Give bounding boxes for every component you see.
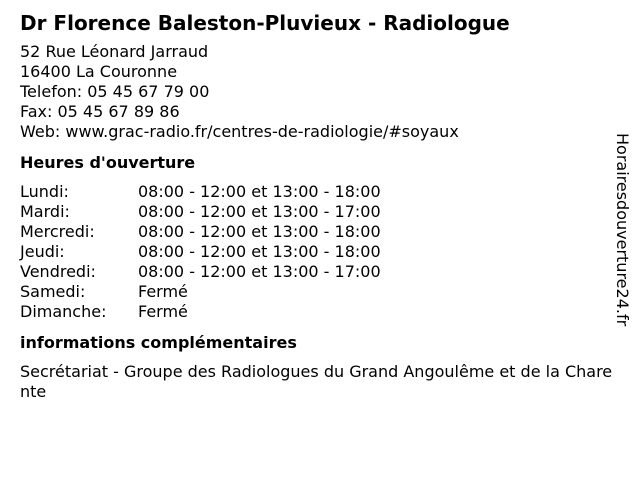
hours-day: Samedi: xyxy=(20,282,86,301)
hours-row-sunday xyxy=(20,302,610,322)
info-heading: informations complémentaires xyxy=(20,333,297,352)
address-block xyxy=(20,42,610,142)
hours-heading: Heures d'ouverture xyxy=(20,153,196,172)
hours-time: 08:00 - 12:00 et 13:00 - 18:00 xyxy=(138,182,381,201)
hours-time: 08:00 - 12:00 et 13:00 - 18:00 xyxy=(138,222,381,241)
hours-row-tuesday xyxy=(20,202,610,222)
hours-row-friday xyxy=(20,262,610,282)
info-text: Secrétariat - Groupe des Radiologues du Grand Angoulême et de la Charente xyxy=(20,362,613,401)
hours-time: Fermé xyxy=(138,282,188,301)
hours-row-saturday xyxy=(20,282,610,302)
hours-day: Mardi: xyxy=(20,202,70,221)
page-title: Dr Florence Baleston-Pluvieux - Radiologue xyxy=(20,11,510,35)
phone-number: Telefon: 05 45 67 79 00 xyxy=(20,82,210,101)
hours-row-monday xyxy=(20,182,610,202)
hours-row-thursday xyxy=(20,242,610,262)
website: Web: www.grac-radio.fr/centres-de-radiologie/#soyaux xyxy=(20,122,459,141)
hours-day: Lundi: xyxy=(20,182,69,201)
hours-time: 08:00 - 12:00 et 13:00 - 17:00 xyxy=(138,202,381,221)
hours-day: Jeudi: xyxy=(20,242,65,261)
hours-row-wednesday xyxy=(20,222,610,242)
hours-day: Mercredi: xyxy=(20,222,95,241)
fax-number: Fax: 05 45 67 89 86 xyxy=(20,102,180,121)
address-street: 52 Rue Léonard Jarraud xyxy=(20,42,209,61)
hours-time: Fermé xyxy=(138,302,188,321)
hours-time: 08:00 - 12:00 et 13:00 - 18:00 xyxy=(138,242,381,261)
hours-time: 08:00 - 12:00 et 13:00 - 17:00 xyxy=(138,262,381,281)
page xyxy=(20,10,613,402)
hours-day: Vendredi: xyxy=(20,262,96,281)
address-city: 16400 La Couronne xyxy=(20,62,178,81)
hours-table xyxy=(20,182,610,322)
side-watermark-label: Horairesdouverture24.fr xyxy=(613,133,632,327)
hours-day: Dimanche: xyxy=(20,302,107,321)
